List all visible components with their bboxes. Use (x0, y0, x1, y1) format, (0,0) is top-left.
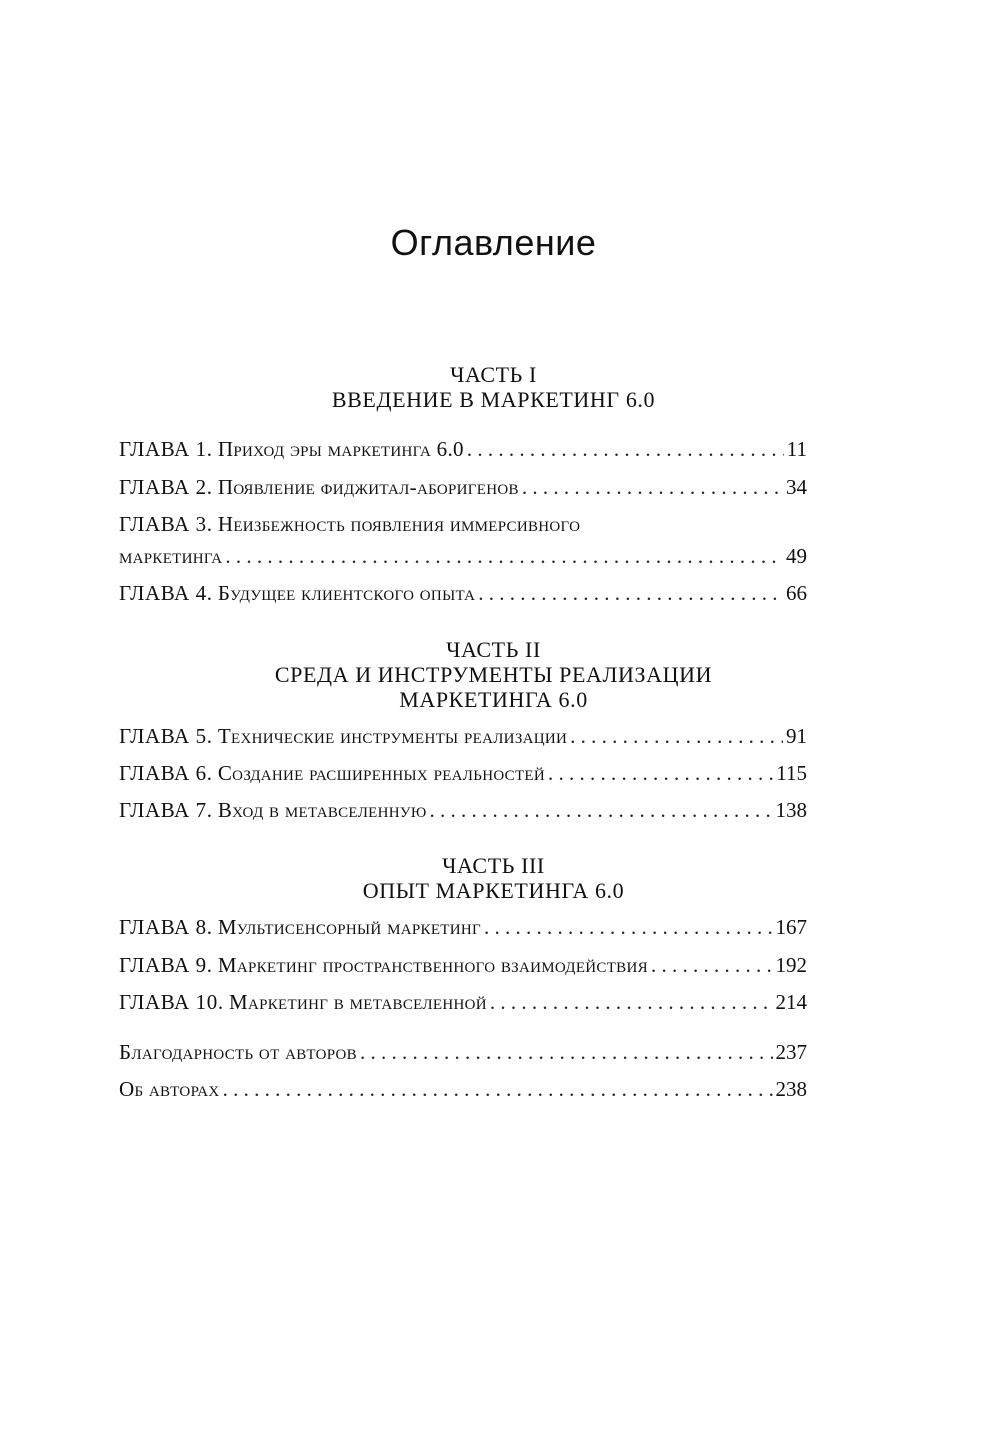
toc-entry-chapter-9[interactable] (119, 953, 807, 978)
toc-entry-chapter-6[interactable] (119, 761, 807, 786)
dot-leader (223, 1077, 773, 1102)
toc-entry-chapter-7[interactable] (119, 798, 807, 823)
dot-leader (484, 915, 773, 940)
dot-leader (430, 798, 773, 823)
part-2-heading (0, 637, 987, 712)
back-matter-title: Благодарность от авторов (119, 1040, 357, 1064)
part-label: ЧАСТЬ I (450, 362, 537, 387)
chapter-number: ГЛАВА 9. (119, 953, 213, 977)
chapter-number: ГЛАВА 5. (119, 724, 213, 748)
dot-leader (570, 724, 783, 749)
chapter-number: ГЛАВА 4. (119, 581, 213, 605)
part-label: ЧАСТЬ II (446, 637, 541, 662)
toc-entry-acknowledgements[interactable] (119, 1040, 807, 1065)
page-number: 49 (786, 544, 807, 568)
dot-leader (522, 475, 783, 500)
part-name-line-2: МАРКЕТИНГА 6.0 (399, 687, 588, 712)
page-number: 237 (775, 1040, 807, 1064)
chapter-number: ГЛАВА 7. (119, 798, 213, 822)
page-number: 138 (775, 798, 807, 822)
page-number: 167 (775, 915, 807, 939)
chapter-number: ГЛАВА 6. (119, 761, 213, 785)
toc-entry-chapter-2[interactable] (119, 475, 807, 500)
toc-entry-chapter-3-line-1[interactable] (119, 512, 807, 537)
part-name: ОПЫТ МАРКЕТИНГА 6.0 (362, 878, 625, 903)
dot-leader (360, 1040, 773, 1065)
dot-leader (467, 437, 784, 462)
toc-entry-chapter-4[interactable] (119, 581, 807, 606)
toc-entry-chapter-3-line-2[interactable] (119, 544, 807, 569)
page-title: Оглавление (390, 222, 597, 263)
chapter-number: ГЛАВА 10. (119, 990, 224, 1014)
part-1-heading (0, 362, 987, 412)
toc-entry-about-authors[interactable] (119, 1077, 807, 1102)
chapter-title: Неизбежность появления иммерсивного (217, 512, 581, 536)
chapter-title: Маркетинг пространственного взаимодействия (217, 953, 648, 977)
page-number: 238 (775, 1077, 807, 1101)
chapter-title: Появление фиджитал-аборигенов (217, 475, 519, 499)
chapter-number: ГЛАВА 8. (119, 915, 213, 939)
dot-leader (651, 953, 773, 978)
chapter-title: Будущее клиентского опыта (217, 581, 476, 605)
chapter-title: Приход эры маркетинга 6.0 (217, 437, 464, 461)
page-number: 66 (786, 581, 807, 605)
page-number: 214 (775, 990, 807, 1014)
dot-leader (490, 990, 773, 1015)
dot-leader (478, 581, 783, 606)
toc-entry-chapter-5[interactable] (119, 724, 807, 749)
chapter-number: ГЛАВА 3. (119, 512, 213, 536)
chapter-title: Мультисенсорный маркетинг (217, 915, 481, 939)
chapter-number: ГЛАВА 2. (119, 475, 213, 499)
chapter-title: Технические инструменты реализации (217, 724, 568, 748)
toc-entry-chapter-8[interactable] (119, 915, 807, 940)
page-number: 192 (775, 953, 807, 977)
dot-leader (225, 544, 783, 569)
toc-entry-chapter-10[interactable] (119, 990, 807, 1015)
back-matter-title: Об авторах (119, 1077, 220, 1101)
chapter-title: Создание расширенных реальностей (217, 761, 546, 785)
part-label: ЧАСТЬ III (442, 853, 545, 878)
dot-leader (548, 761, 773, 786)
page-number: 91 (786, 724, 807, 748)
chapter-title: Маркетинг в метавселенной (228, 990, 487, 1014)
page-number: 34 (786, 475, 807, 499)
page-number: 115 (776, 761, 807, 785)
toc-entry-chapter-1[interactable] (119, 437, 807, 462)
part-3-heading (0, 853, 987, 903)
part-name: СРЕДА И ИНСТРУМЕНТЫ РЕАЛИЗАЦИИ (274, 662, 713, 687)
page-number: 11 (786, 437, 807, 461)
chapter-number: ГЛАВА 1. (119, 437, 213, 461)
chapter-title-continued: маркетинга (119, 544, 223, 568)
chapter-title: Вход в метавселенную (217, 798, 427, 822)
part-name: ВВЕДЕНИЕ В МАРКЕТИНГ 6.0 (331, 387, 656, 412)
